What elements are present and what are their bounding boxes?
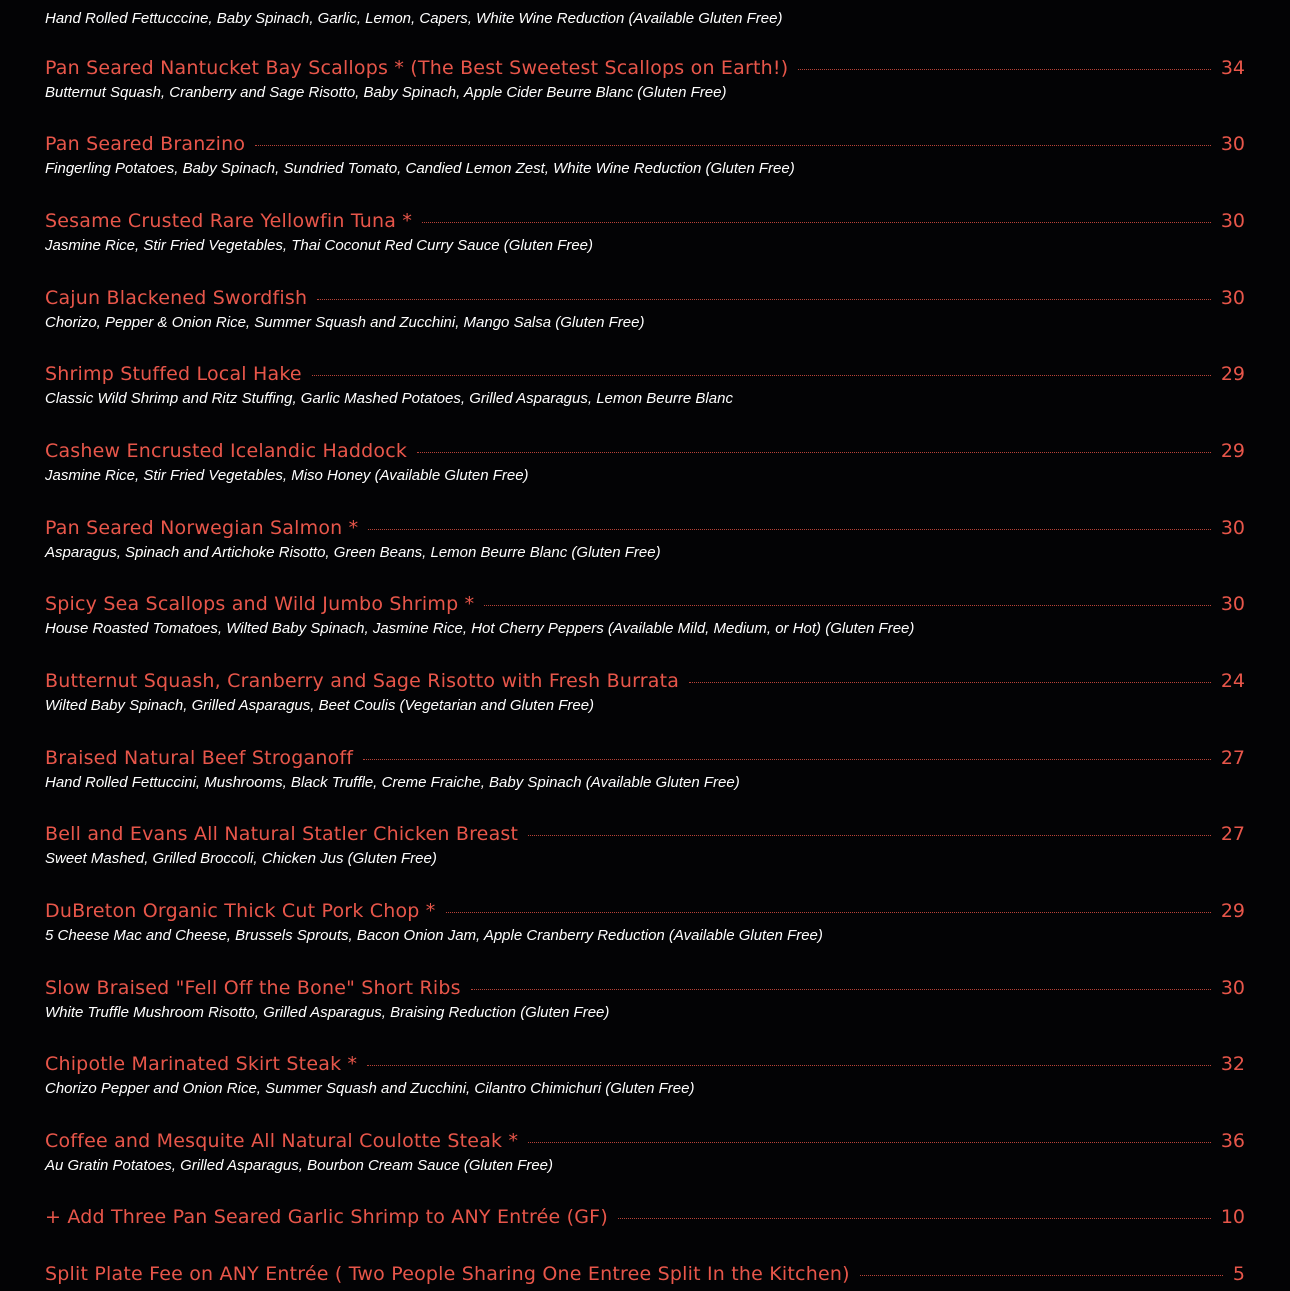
item-title-row bbox=[45, 1128, 1245, 1154]
menu-item bbox=[45, 55, 1245, 101]
item-name: Sesame Crusted Rare Yellowfin Tuna * bbox=[45, 210, 413, 232]
item-title-row bbox=[45, 1261, 1245, 1287]
item-name: Pan Seared Norwegian Salmon * bbox=[45, 517, 359, 539]
item-description: Au Gratin Potatoes, Grilled Asparagus, Bourbon Cream Sauce (Gluten Free) bbox=[45, 1157, 554, 1174]
item-name: Pan Seared Branzino bbox=[45, 133, 246, 155]
item-price: 30 bbox=[1220, 517, 1245, 539]
menu-item-fee bbox=[45, 1261, 1245, 1287]
item-name: DuBreton Organic Thick Cut Pork Chop * bbox=[45, 900, 436, 922]
item-title-row bbox=[45, 821, 1245, 847]
menu-item bbox=[45, 898, 1245, 944]
menu-item bbox=[45, 438, 1245, 484]
item-description: Sweet Mashed, Grilled Broccoli, Chicken Jus (Gluten Free) bbox=[45, 850, 437, 867]
item-title-row bbox=[45, 668, 1245, 694]
item-price: 30 bbox=[1220, 593, 1245, 615]
menu-item bbox=[45, 821, 1245, 867]
item-description: Classic Wild Shrimp and Ritz Stuffing, Garlic Mashed Potatoes, Grilled Asparagus, Lemon Beurre Blanc bbox=[45, 390, 733, 407]
item-description: Hand Rolled Fettucccine, Baby Spinach, Garlic, Lemon, Capers, White Wine Reduction (Available Gluten Free) bbox=[45, 10, 783, 27]
item-price: 5 bbox=[1232, 1263, 1245, 1285]
dotted-leader bbox=[417, 452, 1211, 453]
item-price: 27 bbox=[1220, 747, 1245, 769]
item-price: 30 bbox=[1220, 287, 1245, 309]
item-price: 10 bbox=[1220, 1206, 1245, 1228]
dotted-leader bbox=[422, 222, 1211, 223]
item-price: 29 bbox=[1220, 363, 1245, 385]
item-name: Braised Natural Beef Stroganoff bbox=[45, 747, 354, 769]
item-price: 32 bbox=[1220, 1053, 1245, 1075]
item-name: Slow Braised "Fell Off the Bone" Short Ribs bbox=[45, 977, 461, 999]
item-title-row bbox=[45, 1204, 1245, 1230]
item-title-row bbox=[45, 438, 1245, 464]
item-price: 30 bbox=[1220, 133, 1245, 155]
item-description: House Roasted Tomatoes, Wilted Baby Spinach, Jasmine Rice, Hot Cherry Peppers (Available Mild, Medium, or Hot) (Gluten Free) bbox=[45, 620, 915, 637]
item-price: 30 bbox=[1220, 977, 1245, 999]
item-title-row bbox=[45, 898, 1245, 924]
dotted-leader bbox=[367, 1065, 1211, 1066]
dotted-leader bbox=[255, 145, 1211, 146]
item-price: 34 bbox=[1220, 57, 1245, 79]
item-name: Cashew Encrusted Icelandic Haddock bbox=[45, 440, 408, 462]
dotted-leader bbox=[528, 1142, 1211, 1143]
menu-item bbox=[45, 515, 1245, 561]
dotted-leader bbox=[446, 912, 1211, 913]
item-title-row bbox=[45, 285, 1245, 311]
dotted-leader bbox=[689, 682, 1211, 683]
item-description: Jasmine Rice, Stir Fried Vegetables, Miso Honey (Available Gluten Free) bbox=[45, 467, 529, 484]
item-name: Split Plate Fee on ANY Entrée ( Two People Sharing One Entree Split In the Kitchen) bbox=[45, 1263, 850, 1285]
dotted-leader bbox=[860, 1275, 1223, 1276]
dotted-leader bbox=[618, 1218, 1211, 1219]
menu-item bbox=[45, 361, 1245, 407]
item-description: Asparagus, Spinach and Artichoke Risotto, Green Beans, Lemon Beurre Blanc (Gluten Free) bbox=[45, 544, 661, 561]
item-name: Spicy Sea Scallops and Wild Jumbo Shrimp * bbox=[45, 593, 475, 615]
menu-item bbox=[45, 591, 1245, 637]
item-title-row bbox=[45, 745, 1245, 771]
item-title-row bbox=[45, 591, 1245, 617]
item-description: Chorizo Pepper and Onion Rice, Summer Squash and Zucchini, Cilantro Chimichuri (Gluten Free) bbox=[45, 1080, 695, 1097]
menu-item bbox=[45, 1051, 1245, 1097]
dotted-leader bbox=[312, 375, 1211, 376]
item-description: Fingerling Potatoes, Baby Spinach, Sundried Tomato, Candied Lemon Zest, White Wine Reduction (Gluten Free) bbox=[45, 160, 795, 177]
item-description: Jasmine Rice, Stir Fried Vegetables, Thai Coconut Red Curry Sauce (Gluten Free) bbox=[45, 237, 594, 254]
dotted-leader bbox=[528, 835, 1211, 836]
menu-item bbox=[45, 208, 1245, 254]
item-title-row bbox=[45, 975, 1245, 1001]
item-description: Wilted Baby Spinach, Grilled Asparagus, Beet Coulis (Vegetarian and Gluten Free) bbox=[45, 697, 595, 714]
dotted-leader bbox=[368, 529, 1210, 530]
dotted-leader bbox=[798, 69, 1211, 70]
item-description: Hand Rolled Fettuccini, Mushrooms, Black Truffle, Creme Fraiche, Baby Spinach (Available Gluten Free) bbox=[45, 774, 740, 791]
item-title-row bbox=[45, 1051, 1245, 1077]
menu-item-addon bbox=[45, 1204, 1245, 1230]
item-name: Shrimp Stuffed Local Hake bbox=[45, 363, 302, 385]
item-title-row bbox=[45, 131, 1245, 157]
item-title-row bbox=[45, 208, 1245, 234]
item-name: Coffee and Mesquite All Natural Coulotte Steak * bbox=[45, 1130, 519, 1152]
item-price: 27 bbox=[1220, 823, 1245, 845]
menu-item bbox=[45, 285, 1245, 331]
item-name: Pan Seared Nantucket Bay Scallops * (The Best Sweetest Scallops on Earth!) bbox=[45, 57, 789, 79]
item-name: Chipotle Marinated Skirt Steak * bbox=[45, 1053, 358, 1075]
item-description: 5 Cheese Mac and Cheese, Brussels Sprouts, Bacon Onion Jam, Apple Cranberry Reduction (Available Gluten Free) bbox=[45, 927, 823, 944]
dotted-leader bbox=[471, 989, 1211, 990]
item-name: Bell and Evans All Natural Statler Chicken Breast bbox=[45, 823, 519, 845]
dotted-leader bbox=[317, 299, 1211, 300]
item-price: 29 bbox=[1220, 900, 1245, 922]
menu-item bbox=[45, 131, 1245, 177]
item-title-row bbox=[45, 515, 1245, 541]
item-name: + Add Three Pan Seared Garlic Shrimp to ANY Entrée (GF) bbox=[45, 1206, 608, 1228]
dotted-leader bbox=[363, 759, 1211, 760]
item-price: 24 bbox=[1220, 670, 1245, 692]
item-price: 30 bbox=[1220, 210, 1245, 232]
item-price: 36 bbox=[1220, 1130, 1245, 1152]
item-description: Butternut Squash, Cranberry and Sage Risotto, Baby Spinach, Apple Cider Beurre Blanc (Gluten Free) bbox=[45, 84, 727, 101]
item-name: Cajun Blackened Swordfish bbox=[45, 287, 308, 309]
dotted-leader bbox=[484, 605, 1211, 606]
item-price: 29 bbox=[1220, 440, 1245, 462]
item-title-row bbox=[45, 55, 1245, 81]
menu-item bbox=[45, 745, 1245, 791]
item-description: White Truffle Mushroom Risotto, Grilled Asparagus, Braising Reduction (Gluten Free) bbox=[45, 1004, 610, 1021]
item-title-row bbox=[45, 361, 1245, 387]
menu-item bbox=[45, 1128, 1245, 1174]
item-description: Chorizo, Pepper & Onion Rice, Summer Squash and Zucchini, Mango Salsa (Gluten Free) bbox=[45, 314, 645, 331]
menu-item bbox=[45, 975, 1245, 1021]
item-name: Butternut Squash, Cranberry and Sage Risotto with Fresh Burrata bbox=[45, 670, 680, 692]
menu-item bbox=[45, 668, 1245, 714]
